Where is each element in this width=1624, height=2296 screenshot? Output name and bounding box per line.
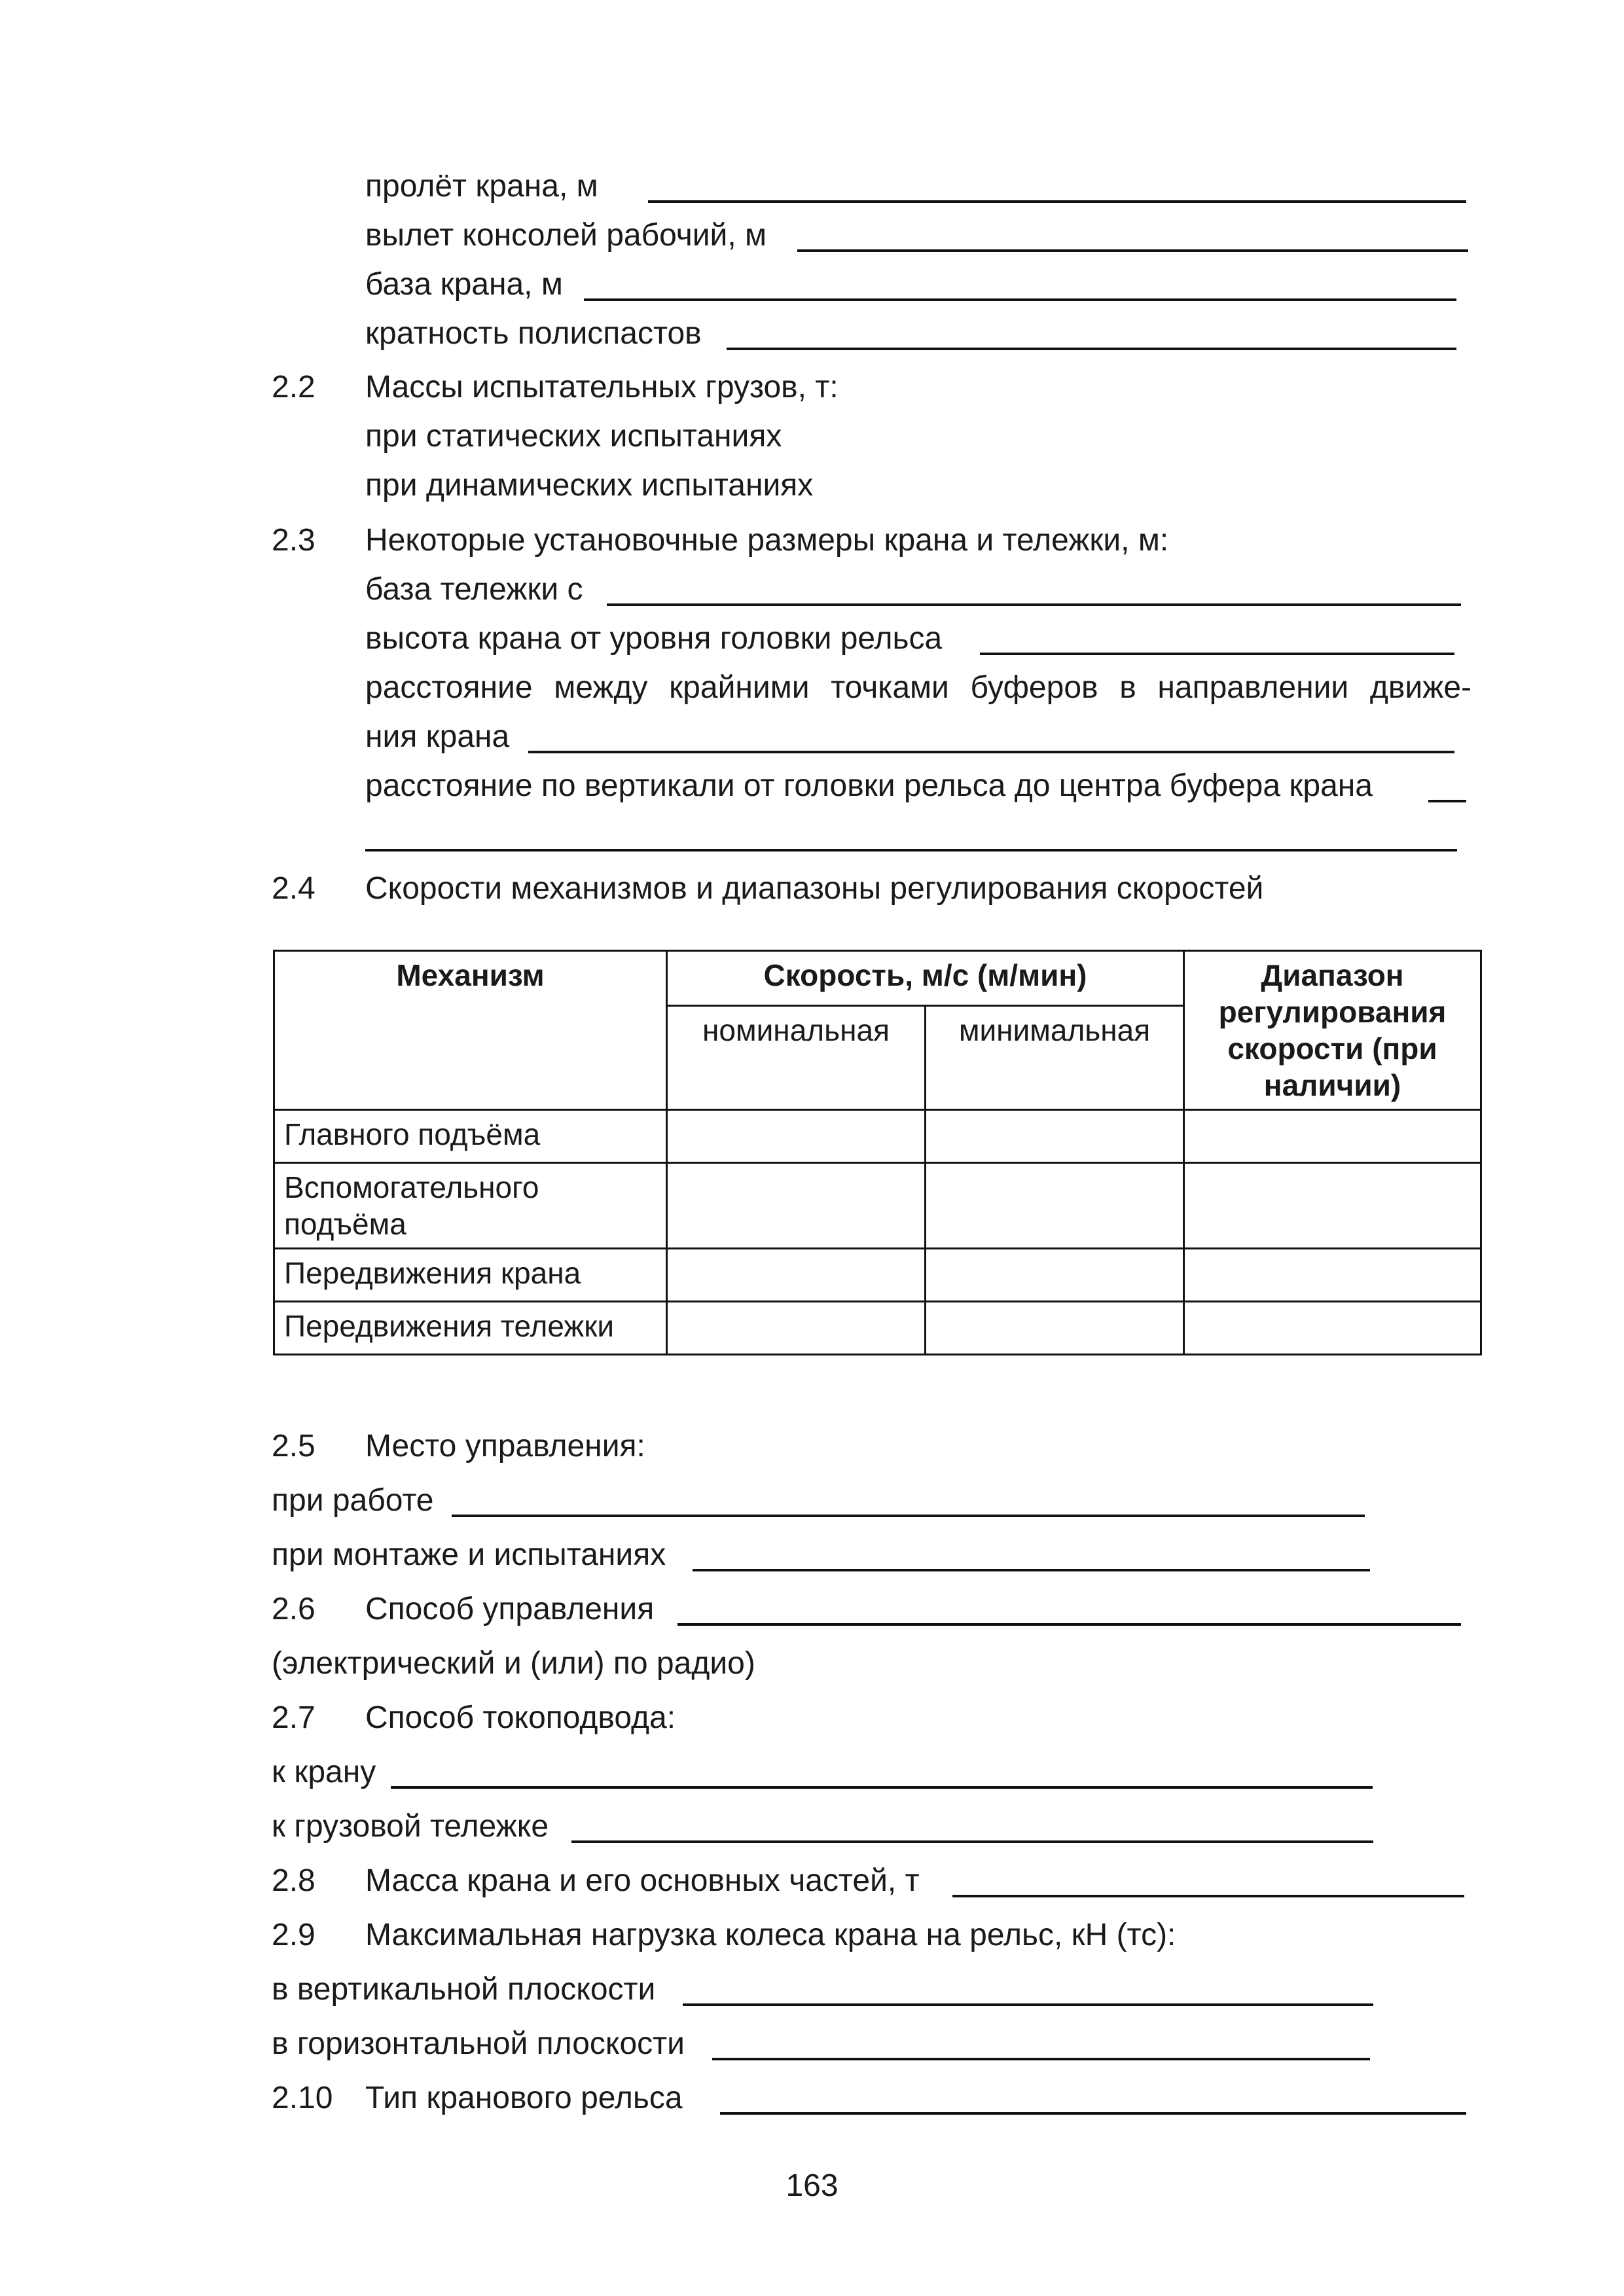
trolley-base-label: база тележки с	[365, 572, 583, 607]
buffer-height-field[interactable]	[365, 849, 1457, 852]
buffer-height-field-tail[interactable]	[1428, 800, 1466, 802]
section-2-9-number: 2.9	[272, 1918, 316, 1952]
section-2-8-title: Масса крана и его основных частей, т	[365, 1863, 920, 1898]
section-2-10-number: 2.10	[272, 2081, 333, 2115]
load-vertical-field[interactable]	[683, 2003, 1373, 2006]
power-trolley-label: к грузовой тележке	[272, 1809, 549, 1844]
section-2-7-number: 2.7	[272, 1700, 316, 1735]
crane-height-label: высота крана от уровня головки рельса	[365, 621, 943, 656]
cell-input[interactable]	[667, 1302, 926, 1355]
param-base-label: база крана, м	[365, 267, 563, 302]
section-2-3-number: 2.3	[272, 523, 316, 558]
power-crane-field[interactable]	[391, 1786, 1373, 1789]
section-2-5-number: 2.5	[272, 1429, 316, 1463]
control-work-field[interactable]	[452, 1515, 1365, 1517]
section-2-3-title: Некоторые установочные размеры крана и тележки, м:	[365, 523, 1169, 558]
section-2-8-number: 2.8	[272, 1863, 316, 1898]
crane-mass-field[interactable]	[952, 1895, 1464, 1897]
table-row	[274, 1302, 1481, 1355]
table-row	[274, 1249, 1481, 1302]
static-tests-label: при статических испытаниях	[365, 419, 782, 454]
param-multiplicity-field[interactable]	[727, 348, 1456, 350]
param-span-field[interactable]	[648, 200, 1466, 203]
cell-input[interactable]	[1184, 1110, 1481, 1163]
header-mechanism: Механизм	[274, 951, 667, 1110]
power-trolley-field[interactable]	[571, 1840, 1373, 1843]
cell-input[interactable]	[1184, 1302, 1481, 1355]
control-mount-label: при монтаже и испытаниях	[272, 1537, 666, 1572]
buffer-distance-field[interactable]	[528, 751, 1454, 753]
trolley-base-field[interactable]	[607, 603, 1461, 606]
section-2-4-number: 2.4	[272, 871, 316, 906]
control-work-label: при работе	[272, 1483, 434, 1518]
buffer-height-label: расстояние по вертикали от головки рельса до центра буфера крана	[365, 768, 1373, 803]
section-2-6-number: 2.6	[272, 1592, 316, 1626]
cell-input[interactable]	[926, 1110, 1184, 1163]
cell-input[interactable]	[926, 1163, 1184, 1249]
param-multiplicity-label: кратность полиспастов	[365, 316, 702, 351]
load-vertical-label: в вертикальной плоскости	[272, 1972, 656, 2007]
header-speed: Скорость, м/с (м/мин)	[667, 951, 1184, 1006]
cell-input[interactable]	[926, 1302, 1184, 1355]
power-crane-label: к крану	[272, 1755, 376, 1789]
section-2-2-number: 2.2	[272, 370, 316, 404]
section-2-4-title: Скорости механизмов и диапазоны регулирования скоростей	[365, 871, 1264, 906]
section-2-7-title: Способ токоподвода:	[365, 1700, 676, 1735]
control-mount-field[interactable]	[693, 1569, 1370, 1571]
header-minimal: минимальная	[926, 1006, 1184, 1110]
rail-type-field[interactable]	[720, 2112, 1466, 2115]
section-2-10-title: Тип кранового рельса	[365, 2081, 683, 2115]
buffer-distance-label-line1: расстояние между крайними точками буферов в направлении движе-	[365, 670, 1471, 705]
row-trolley-travel: Передвижения тележки	[274, 1302, 667, 1355]
param-console-label: вылет консолей рабочий, м	[365, 218, 767, 253]
crane-height-field[interactable]	[980, 653, 1454, 655]
section-2-6-title: Способ управления	[365, 1592, 655, 1626]
control-method-field[interactable]	[677, 1623, 1461, 1626]
cell-input[interactable]	[667, 1163, 926, 1249]
param-span-label: пролёт крана, м	[365, 169, 598, 204]
table-row	[274, 1110, 1481, 1163]
page-number: 163	[785, 2168, 839, 2203]
cell-input[interactable]	[926, 1249, 1184, 1302]
load-horizontal-label: в горизонтальной плоскости	[272, 2026, 685, 2061]
buffer-distance-label-line2: ния крана	[365, 719, 510, 754]
dynamic-tests-label: при динамических испытаниях	[365, 468, 814, 503]
row-crane-travel: Передвижения крана	[274, 1249, 667, 1302]
section-2-2-title: Массы испытательных грузов, т:	[365, 370, 839, 404]
row-main-hoist: Главного подъёма	[274, 1110, 667, 1163]
cell-input[interactable]	[1184, 1249, 1481, 1302]
cell-input[interactable]	[667, 1249, 926, 1302]
param-console-field[interactable]	[797, 249, 1468, 252]
header-nominal: номинальная	[667, 1006, 926, 1110]
row-aux-hoist: Вспомогательного подъёма	[274, 1163, 667, 1249]
section-2-5-title: Место управления:	[365, 1429, 645, 1463]
load-horizontal-field[interactable]	[712, 2058, 1370, 2060]
header-range: Диапазон регулирования скорости (при наличии)	[1184, 951, 1481, 1110]
speed-table	[273, 950, 1482, 1355]
control-method-note: (электрический и (или) по радио)	[272, 1646, 755, 1681]
param-base-field[interactable]	[584, 298, 1456, 301]
cell-input[interactable]	[1184, 1163, 1481, 1249]
section-2-9-title: Максимальная нагрузка колеса крана на рельс, кН (тс):	[365, 1918, 1176, 1952]
cell-input[interactable]	[667, 1110, 926, 1163]
table-row	[274, 1163, 1481, 1249]
